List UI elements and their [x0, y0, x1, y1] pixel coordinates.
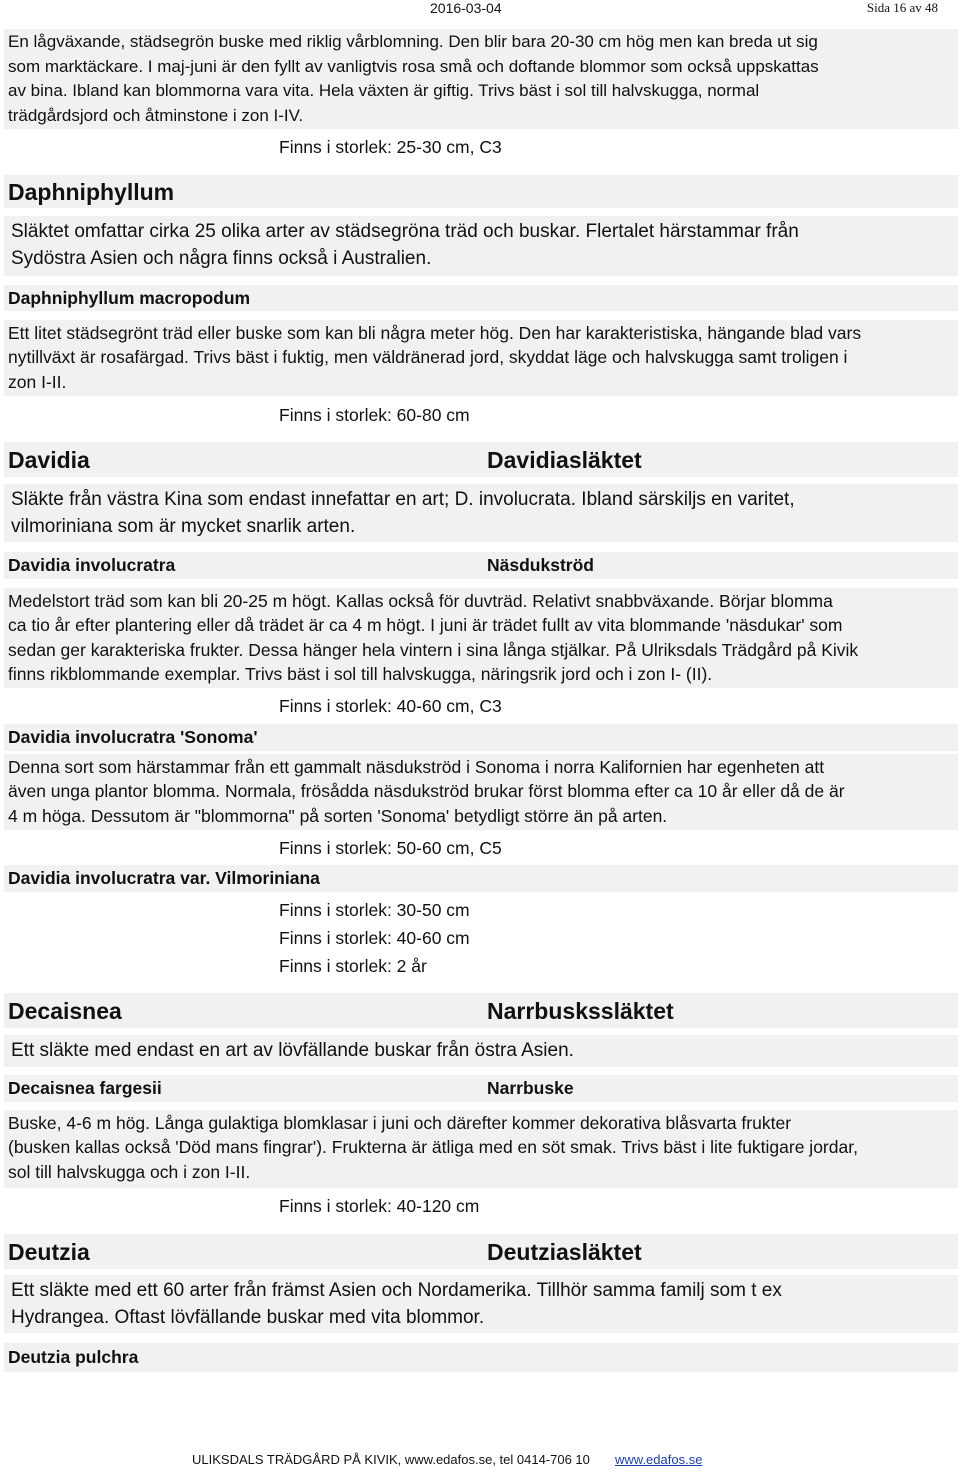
description-line: Medelstort träd som kan bli 20-25 m högt. Kallas också för duvträd. Relativt snabbväxande. Börjar blomma [8, 591, 833, 611]
availability-text: Finns i storlek: 25-30 cm, C3 [279, 137, 502, 157]
description-line: Ett släkte med endast en art av lövfällande buskar från östra Asien. [11, 1040, 574, 1061]
species-header [4, 1075, 958, 1102]
species-title: Davidia involucratra var. Vilmoriniana [8, 868, 320, 888]
footer-text: ULIKSDALS TRÄDGÅRD PÅ KIVIK, www.edafos.se, tel 0414-706 10 [192, 1452, 590, 1467]
species-title: Daphniphyllum macropodum [8, 288, 251, 308]
description-line: Buske, 4-6 m hög. Långa gulaktiga blomklasar i juni och därefter kommer dekorativa blåsvarta frukter [8, 1113, 792, 1133]
species-title: Decaisnea fargesii [8, 1078, 162, 1098]
intro-line: trädgårdsjord och åtminstone i zon I-IV. [8, 105, 304, 125]
description-line: Hydrangea. Oftast lövfällande buskar med vita blommor. [11, 1307, 485, 1328]
availability-text: Finns i storlek: 30-50 cm [279, 900, 470, 920]
description-line: zon I-II. [8, 371, 67, 392]
genus-title: Decaisnea [8, 998, 122, 1024]
genus-swedish-name: Davidiasläktet [487, 447, 642, 473]
genus-description [4, 1035, 958, 1067]
species-swedish-name: Näsdukströd [487, 555, 594, 575]
species-title: Davidia involucratra [8, 555, 176, 575]
header-page-number: Sida 16 av 48 [866, 0, 938, 15]
description-line: Denna sort som härstammar från ett gammalt näsdukströd i Sonoma i norra Kalifornien har egenheten att [8, 757, 825, 777]
species-title: Davidia involucratra 'Sonoma' [8, 727, 258, 747]
description-line: nytillväxt är rosafärgad. Trivs bäst i fuktig, men väldränerad jord, skyddat läge och halvskugga samt troligen i [8, 347, 848, 368]
genus-header [4, 442, 958, 477]
availability-text: Finns i storlek: 40-60 cm [279, 928, 470, 948]
genus-description [4, 1275, 958, 1333]
intro-line: som marktäckare. I maj-juni är den fyllt av vanligtvis rosa små och doftande blommor som också uppskattas [8, 56, 819, 76]
availability-text: Finns i storlek: 40-120 cm [279, 1196, 480, 1216]
species-description [4, 320, 958, 396]
description-line: Sydöstra Asien och några finns också i Australien. [11, 248, 432, 269]
description-line: ca tio år efter plantering eller då trädet är ca 4 m högt. I juni är trädet fullt av vita blommande 'näsdukar' som [8, 615, 843, 636]
description-line: (busken kallas också 'Död mans fingrar'). Frukterna är ätliga med en söt smak. Trivs bäst i lite fuktigare jordar, [8, 1137, 858, 1158]
description-line: sol till halvskugga och i zon I-II. [8, 1161, 251, 1182]
genus-title: Deutzia [8, 1239, 90, 1265]
availability-text: Finns i storlek: 60-80 cm [279, 405, 470, 425]
species-header [4, 285, 958, 311]
intro-line: En lågväxande, städsegrön buske med riklig vårblomning. Den blir bara 20-30 cm hög men kan breda ut sig [8, 32, 818, 51]
genus-title: Davidia [8, 447, 90, 473]
description-line: finns rikblommande exemplar. Trivs bäst i sol till halvskugga, näringsrik jord och i zon I- (II). [8, 664, 713, 685]
description-line: Släkte från västra Kina som endast innefattar en art; D. involucrata. Ibland särskiljs en varitet, [11, 489, 795, 510]
availability-text: Finns i storlek: 2 år [279, 956, 427, 976]
species-description [4, 1110, 958, 1188]
genus-swedish-name: Deutziasläktet [487, 1239, 642, 1265]
description-line: även unga plantor blomma. Normala, frösådda näsdukströd brukar först blomma efter ca 10 år eller då de är [8, 781, 845, 802]
header-date: 2016-03-04 [430, 0, 502, 16]
description-line: Ett släkte med ett 60 arter från främst Asien och Nordamerika. Tillhör samma familj som t ex [11, 1280, 782, 1301]
species-swedish-name: Narrbuske [487, 1078, 574, 1098]
intro-line: av bina. Ibland kan blommorna vara vita. Hela växten är giftig. Trivs bäst i sol till halvskugga, normal [8, 81, 760, 101]
species-header [4, 724, 958, 751]
genus-description [4, 484, 958, 542]
species-description [4, 588, 958, 688]
description-line: vilmoriniana som är mycket snarlik arten. [11, 516, 356, 537]
genus-header [4, 1234, 958, 1269]
species-title: Deutzia pulchra [8, 1347, 139, 1367]
intro-block [4, 29, 958, 129]
description-line: sedan ger karakteriska frukter. Dessa hänger hela vintern i sina långa stjälkar. På Ulriksdals Trädgård på Kivik [8, 639, 859, 660]
genus-title: Daphniphyllum [8, 179, 175, 205]
species-description [4, 754, 958, 830]
genus-description [4, 216, 958, 276]
species-header [4, 865, 958, 892]
genus-header [4, 993, 958, 1028]
species-header [4, 552, 958, 579]
description-line: Ett litet städsegrönt träd eller buske som kan bli några meter hög. Den har karakteristiska, hängande blad vars [8, 323, 862, 343]
footer-website-link[interactable]: www.edafos.se [615, 1452, 703, 1467]
description-line: 4 m höga. Dessutom är "blommorna" på sorten 'Sonoma' betydligt större än på arten. [8, 805, 668, 826]
availability-text: Finns i storlek: 50-60 cm, C5 [279, 838, 502, 858]
species-header [4, 1343, 958, 1372]
description-line: Släktet omfattar cirka 25 olika arter av städsegröna träd och buskar. Flertalet härstammar från [11, 221, 799, 242]
availability-text: Finns i storlek: 40-60 cm, C3 [279, 696, 502, 716]
genus-swedish-name: Narrbuskssläktet [487, 998, 674, 1024]
genus-header [4, 175, 958, 208]
